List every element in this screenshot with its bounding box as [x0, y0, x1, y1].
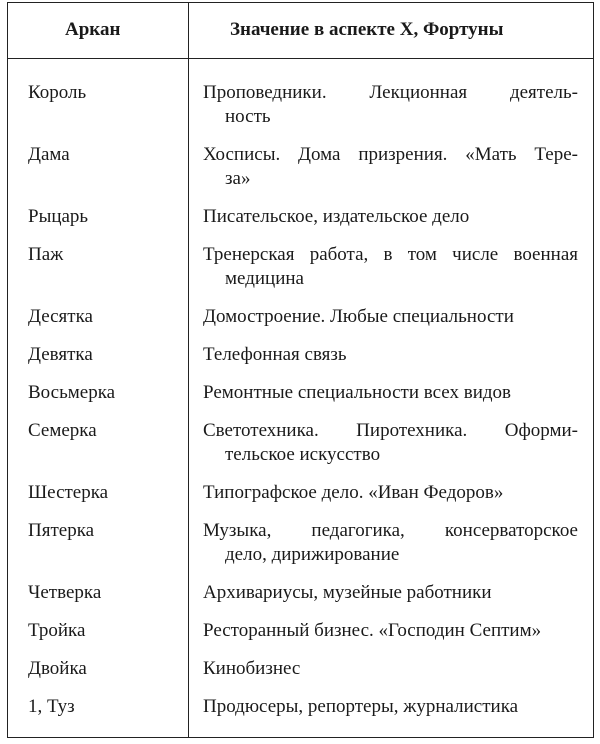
meaning-line: Типографское дело. «Иван Федоров» — [203, 482, 504, 503]
meaning-cell — [188, 143, 578, 191]
table-row — [8, 381, 593, 405]
arcan-cell: Паж — [28, 244, 64, 265]
arcan-cell: Десятка — [28, 306, 93, 327]
table-row — [8, 243, 593, 291]
arcan-cell: Восьмерка — [28, 382, 116, 403]
table-row — [8, 343, 593, 367]
meaning-line: Домостроение. Любые специальности — [203, 306, 514, 327]
meaning-cell — [188, 695, 578, 719]
meaning-cell — [188, 481, 578, 505]
arcan-cell: Девятка — [28, 344, 93, 365]
table-row — [8, 657, 593, 681]
meaning-cell — [188, 519, 578, 567]
meaning-line: Архивариусы, музейные работники — [203, 582, 492, 603]
table-row — [8, 81, 593, 129]
meaning-line: Писательское, издательское дело — [203, 206, 470, 227]
table-header — [8, 3, 593, 59]
meaning-cell — [188, 81, 578, 129]
table-row — [8, 305, 593, 329]
table-body — [8, 81, 593, 733]
arcan-cell: Дама — [28, 144, 70, 165]
meaning-cell — [188, 205, 578, 229]
table-row — [8, 205, 593, 229]
meaning-line: медицина — [225, 268, 304, 289]
meaning-cell — [188, 381, 578, 405]
arcan-cell: Двойка — [28, 658, 87, 679]
meaning-line: Кинобизнес — [203, 658, 301, 679]
meaning-line: Тренерская работа, в том числе военная — [203, 244, 578, 265]
meaning-cell — [188, 619, 578, 643]
meaning-line: ность — [225, 106, 271, 127]
arcan-cell: Четверка — [28, 582, 102, 603]
table-row — [8, 143, 593, 191]
table-row — [8, 419, 593, 467]
arcan-cell: Король — [28, 82, 87, 103]
meaning-line: за» — [225, 168, 251, 189]
meaning-line: Музыка, педагогика, консерваторское — [203, 520, 578, 541]
arcan-cell: 1, Туз — [28, 696, 75, 717]
arcan-cell: Тройка — [28, 620, 86, 641]
table-row — [8, 581, 593, 605]
meaning-line: Ремонтные специальности всех видов — [203, 382, 512, 403]
meaning-cell — [188, 657, 578, 681]
meaning-cell — [188, 243, 578, 291]
meaning-line: Хосписы. Дома призрения. «Мать Тере- — [203, 144, 578, 165]
header-meaning: Значение в аспекте X, Фортуны — [230, 19, 504, 40]
arcan-cell: Семерка — [28, 420, 97, 441]
meaning-line: тельское искусство — [225, 444, 381, 465]
arcan-cell: Шестерка — [28, 482, 109, 503]
table-row — [8, 619, 593, 643]
meaning-line: Телефонная связь — [203, 344, 347, 365]
table-row — [8, 695, 593, 719]
table-row — [8, 519, 593, 567]
arcan-cell: Рыцарь — [28, 206, 89, 227]
meaning-line: Проповедники. Лекционная деятель- — [203, 82, 578, 103]
meaning-line: Продюсеры, репортеры, журналистика — [203, 696, 519, 717]
meaning-line: Светотехника. Пиротехника. Оформи- — [203, 420, 578, 441]
meaning-line: Ресторанный бизнес. «Господин Септим» — [203, 620, 542, 641]
arcana-table — [7, 2, 594, 738]
meaning-cell — [188, 419, 578, 467]
meaning-line: дело, дирижирование — [225, 544, 400, 565]
meaning-cell — [188, 343, 578, 367]
meaning-cell — [188, 305, 578, 329]
header-arcan: Аркан — [65, 19, 121, 40]
meaning-cell — [188, 581, 578, 605]
table-row — [8, 481, 593, 505]
arcan-cell: Пятерка — [28, 520, 95, 541]
